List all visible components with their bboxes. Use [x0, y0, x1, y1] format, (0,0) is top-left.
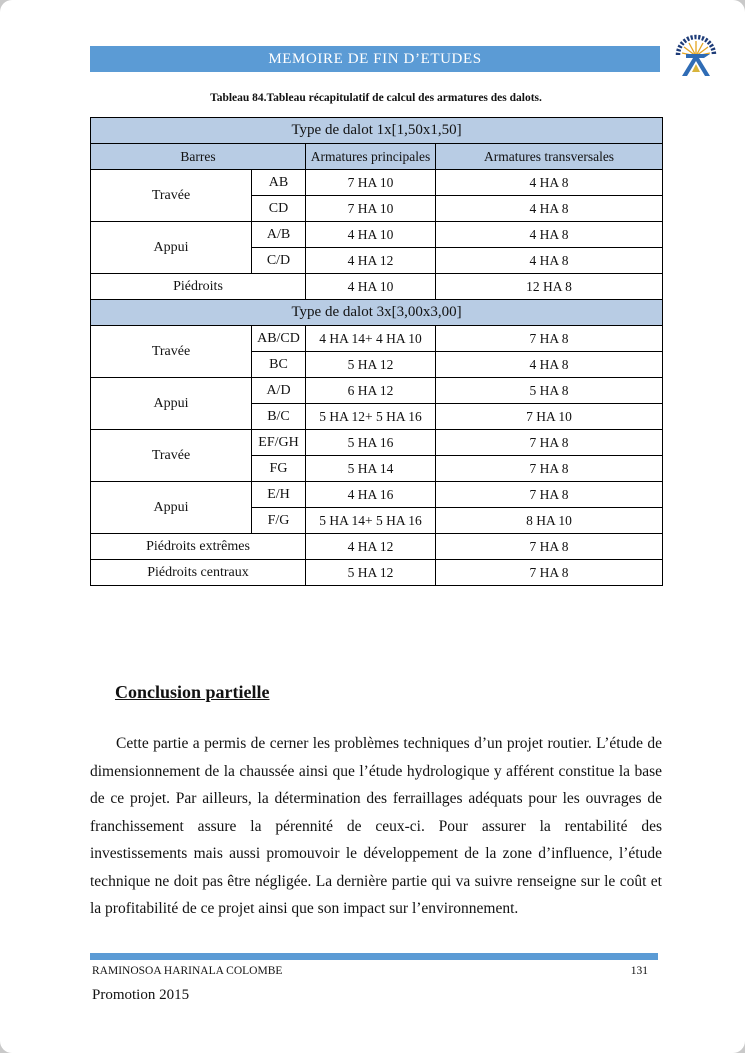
- main-rebar-cell: 5 HA 12: [306, 560, 436, 586]
- trans-rebar-cell: 5 HA 8: [436, 378, 663, 404]
- footer-line: [92, 965, 648, 977]
- trans-rebar-cell: 7 HA 8: [436, 326, 663, 352]
- main-rebar-cell: 7 HA 10: [306, 170, 436, 196]
- group-cell: Piédroits extrêmes: [91, 534, 306, 560]
- bar-cell: E/H: [252, 482, 306, 508]
- group-cell: Appui: [91, 222, 252, 274]
- bar-cell: EF/GH: [252, 430, 306, 456]
- table-caption: Tableau 84.Tableau récapitulatif de calcul des armatures des dalots.: [210, 92, 542, 104]
- group-cell: Travée: [91, 170, 252, 222]
- conclusion-heading: Conclusion partielle: [115, 682, 270, 702]
- main-rebar-cell: 5 HA 12+ 5 HA 16: [306, 404, 436, 430]
- main-rebar-cell: 5 HA 16: [306, 430, 436, 456]
- bar-cell: FG: [252, 456, 306, 482]
- trans-rebar-cell: 4 HA 8: [436, 222, 663, 248]
- university-logo-icon: [673, 30, 719, 80]
- trans-rebar-cell: 8 HA 10: [436, 508, 663, 534]
- main-rebar-cell: 5 HA 14+ 5 HA 16: [306, 508, 436, 534]
- table-row: [91, 222, 663, 248]
- bar-cell: BC: [252, 352, 306, 378]
- trans-rebar-cell: 4 HA 8: [436, 170, 663, 196]
- table-row: [91, 274, 663, 300]
- main-rebar-cell: 4 HA 14+ 4 HA 10: [306, 326, 436, 352]
- trans-rebar-cell: 7 HA 8: [436, 560, 663, 586]
- main-rebar-cell: 4 HA 16: [306, 482, 436, 508]
- footer-rule: [90, 953, 658, 960]
- main-rebar-cell: 5 HA 12: [306, 352, 436, 378]
- main-rebar-cell: 4 HA 12: [306, 248, 436, 274]
- footer-page-number: 131: [630, 965, 648, 977]
- table-row: [91, 482, 663, 508]
- table-row: [91, 430, 663, 456]
- main-rebar-cell: 4 HA 12: [306, 534, 436, 560]
- footer-promotion: Promotion 2015: [92, 987, 190, 1003]
- group-cell: Appui: [91, 378, 252, 430]
- table-row: [91, 534, 663, 560]
- table-row: [91, 378, 663, 404]
- bar-cell: A/B: [252, 222, 306, 248]
- col-header-transversales: Armatures transversales: [436, 144, 663, 170]
- rebar-summary-table: [90, 117, 663, 586]
- document-title: MEMOIRE DE FIN D’ETUDES: [268, 51, 482, 67]
- trans-rebar-cell: 4 HA 8: [436, 248, 663, 274]
- main-rebar-cell: 6 HA 12: [306, 378, 436, 404]
- footer-author: RAMINOSOA HARINALA COLOMBE: [92, 965, 283, 977]
- trans-rebar-cell: 7 HA 10: [436, 404, 663, 430]
- group-cell: Travée: [91, 326, 252, 378]
- col-header-barres: Barres: [91, 144, 306, 170]
- bar-cell: F/G: [252, 508, 306, 534]
- trans-rebar-cell: 7 HA 8: [436, 534, 663, 560]
- bar-cell: AB/CD: [252, 326, 306, 352]
- section1-title-row: [91, 118, 663, 144]
- section2-title: Type de dalot 3x[3,00x3,00]: [91, 300, 663, 326]
- col-header-principales: Armatures principales: [306, 144, 436, 170]
- bar-cell: B/C: [252, 404, 306, 430]
- table-row: [91, 326, 663, 352]
- group-cell: Piédroits centraux: [91, 560, 306, 586]
- bar-cell: AB: [252, 170, 306, 196]
- main-rebar-cell: 4 HA 10: [306, 274, 436, 300]
- trans-rebar-cell: 4 HA 8: [436, 196, 663, 222]
- column-header-row: [91, 144, 663, 170]
- header-banner: [90, 46, 660, 72]
- conclusion-paragraph: Cette partie a permis de cerner les problèmes techniques d’un projet routier. L’étude de dimensionnement de la chaussée ainsi que l’étude hydrologique y afférent constitue la base de ce projet. Par ailleurs, la détermination des ferraillages adéquats pour les ouvrages de franchissement assure la pérennité de ceux-ci. Pour assurer la rentabilité des investissements mais aussi promouvoir le développement de la zone d’influence, l’étude technique ne doit pas être négligée. La dernière partie qui va suivre renseigne sur le coût et la profitabilité de ce projet ainsi que son impact sur l’environnement.: [90, 735, 662, 917]
- bar-cell: C/D: [252, 248, 306, 274]
- bar-cell: CD: [252, 196, 306, 222]
- section2-title-row: [91, 300, 663, 326]
- trans-rebar-cell: 4 HA 8: [436, 352, 663, 378]
- table-row: [91, 560, 663, 586]
- group-cell: Appui: [91, 482, 252, 534]
- group-cell: Travée: [91, 430, 252, 482]
- table-row: [91, 170, 663, 196]
- main-rebar-cell: 7 HA 10: [306, 196, 436, 222]
- main-rebar-cell: 4 HA 10: [306, 222, 436, 248]
- group-cell: Piédroits: [91, 274, 306, 300]
- trans-rebar-cell: 7 HA 8: [436, 482, 663, 508]
- section1-title: Type de dalot 1x[1,50x1,50]: [91, 118, 663, 144]
- trans-rebar-cell: 7 HA 8: [436, 456, 663, 482]
- trans-rebar-cell: 12 HA 8: [436, 274, 663, 300]
- main-rebar-cell: 5 HA 14: [306, 456, 436, 482]
- bar-cell: A/D: [252, 378, 306, 404]
- trans-rebar-cell: 7 HA 8: [436, 430, 663, 456]
